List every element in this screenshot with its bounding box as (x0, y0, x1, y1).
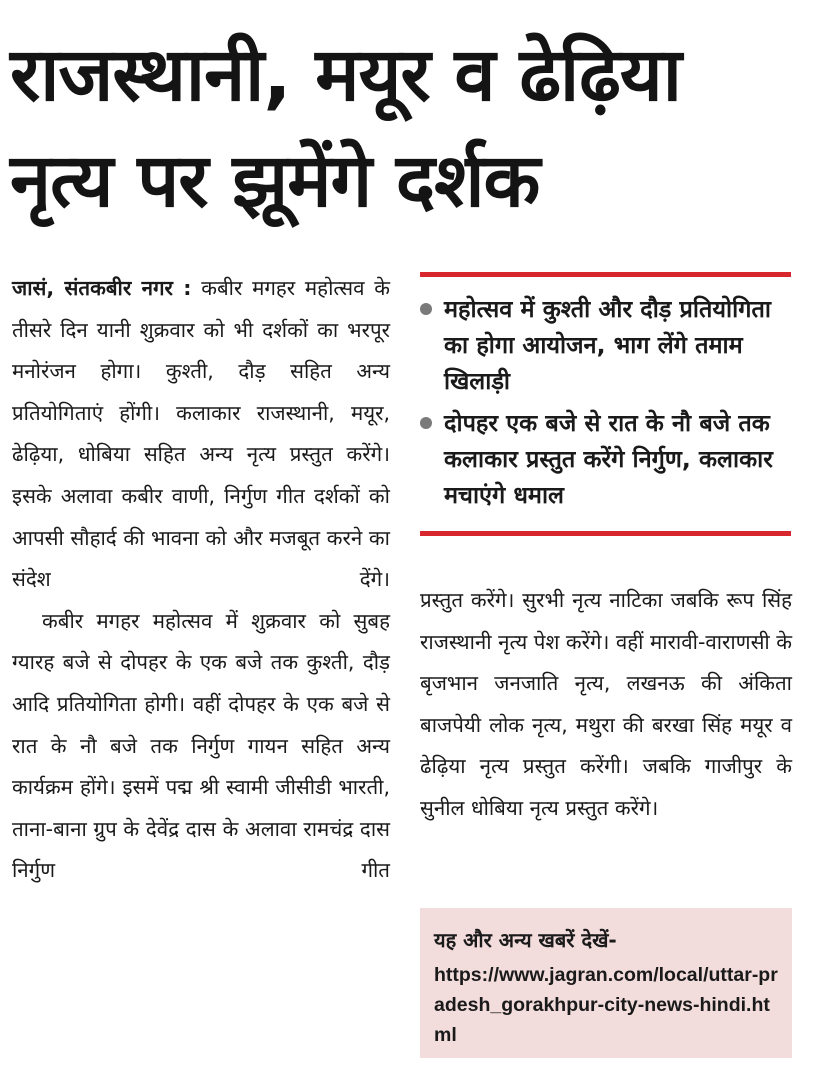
headline-line-2: नृत्य पर झूमेंगे दर्शक (10, 138, 540, 224)
bullet-dot-icon (420, 303, 432, 315)
headline-line-1: राजस्थानी, मयूर व ढेढ़िया (10, 32, 681, 118)
paragraph-2 (12, 601, 390, 892)
paragraph-3: प्रस्तुत करेंगे। सुरभी नृत्य नाटिका जबकि रूप सिंह राजस्थानी नृत्य पेश करेंगे। वहीं मारावी-वाराणसी के बृजभान जनजाति नृत्य, लखनऊ की अंकिता बाजपेयी लोक नृत्य, मथुरा की बरखा सिंह मयूर व ढेढ़िया नृत्य प्रस्तुत करेंगी। जबकि गाजीपुर के सुनील धोबिया नृत्य प्रस्तुत करेंगे। (420, 588, 792, 820)
bottom-red-rule (420, 531, 791, 536)
paragraph-1-text: कबीर मगहर महोत्सव के तीसरे दिन यानी शुक्रवार को भी दर्शकों का भरपूर मनोरंजन होगा। कुश्ती, दौड़ सहित अन्य प्रतियोगिताएं होंगी। कलाकार राजस्थानी, मयूर, ढेढ़िया, धोबिया सहित अन्य नृत्य प्रस्तुत करेंगे। इसके अलावा कबीर वाणी, निर्गुण गीत दर्शकों को आपसी सौहार्द की भावना को और मजबूत करने का संदेश देंगे। (12, 276, 390, 592)
highlight-text-1: महोत्सव में कुश्ती और दौड़ प्रतियोगिता का होगा आयोजन, भाग लेंगे तमाम खिलाड़ी (444, 295, 771, 395)
more-news-box (420, 908, 792, 1058)
left-column (12, 268, 390, 892)
bullet-dot-icon (420, 417, 432, 429)
right-column (420, 580, 792, 830)
more-news-link[interactable]: https://www.jagran.com/local/uttar-pradesh_gorakhpur-city-news-hindi.html (434, 964, 778, 1046)
highlight-bullet-2 (420, 405, 791, 513)
more-news-label: यह और अन्य खबरें देखें- (434, 928, 617, 952)
highlight-bullets (420, 277, 791, 531)
paragraph-1 (12, 268, 390, 601)
headline (10, 22, 810, 234)
paragraph-2-text: कबीर मगहर महोत्सव में शुक्रवार को सुबह ग्यारह बजे से दोपहर के एक बजे तक कुश्ती, दौड़ आदि प्रतियोगिता होगी। वहीं दोपहर के एक बजे से रात के नौ बजे तक निर्गुण गायन सहित अन्य कार्यक्रम होंगे। इसमें पद्म श्री स्वामी जीसीडी भारती, ताना-बाना ग्रुप के देवेंद्र दास के अलावा रामचंद्र दास निर्गुण गीत (12, 608, 390, 883)
highlight-text-2: दोपहर एक बजे से रात के नौ बजे तक कलाकार प्रस्तुत करेंगे निर्गुण, कलाकार मचाएंगे धमाल (444, 409, 773, 509)
highlight-bullet-1 (420, 291, 791, 399)
dateline: जासं, संतकबीर नगर : (12, 276, 192, 300)
highlight-box (420, 272, 791, 536)
